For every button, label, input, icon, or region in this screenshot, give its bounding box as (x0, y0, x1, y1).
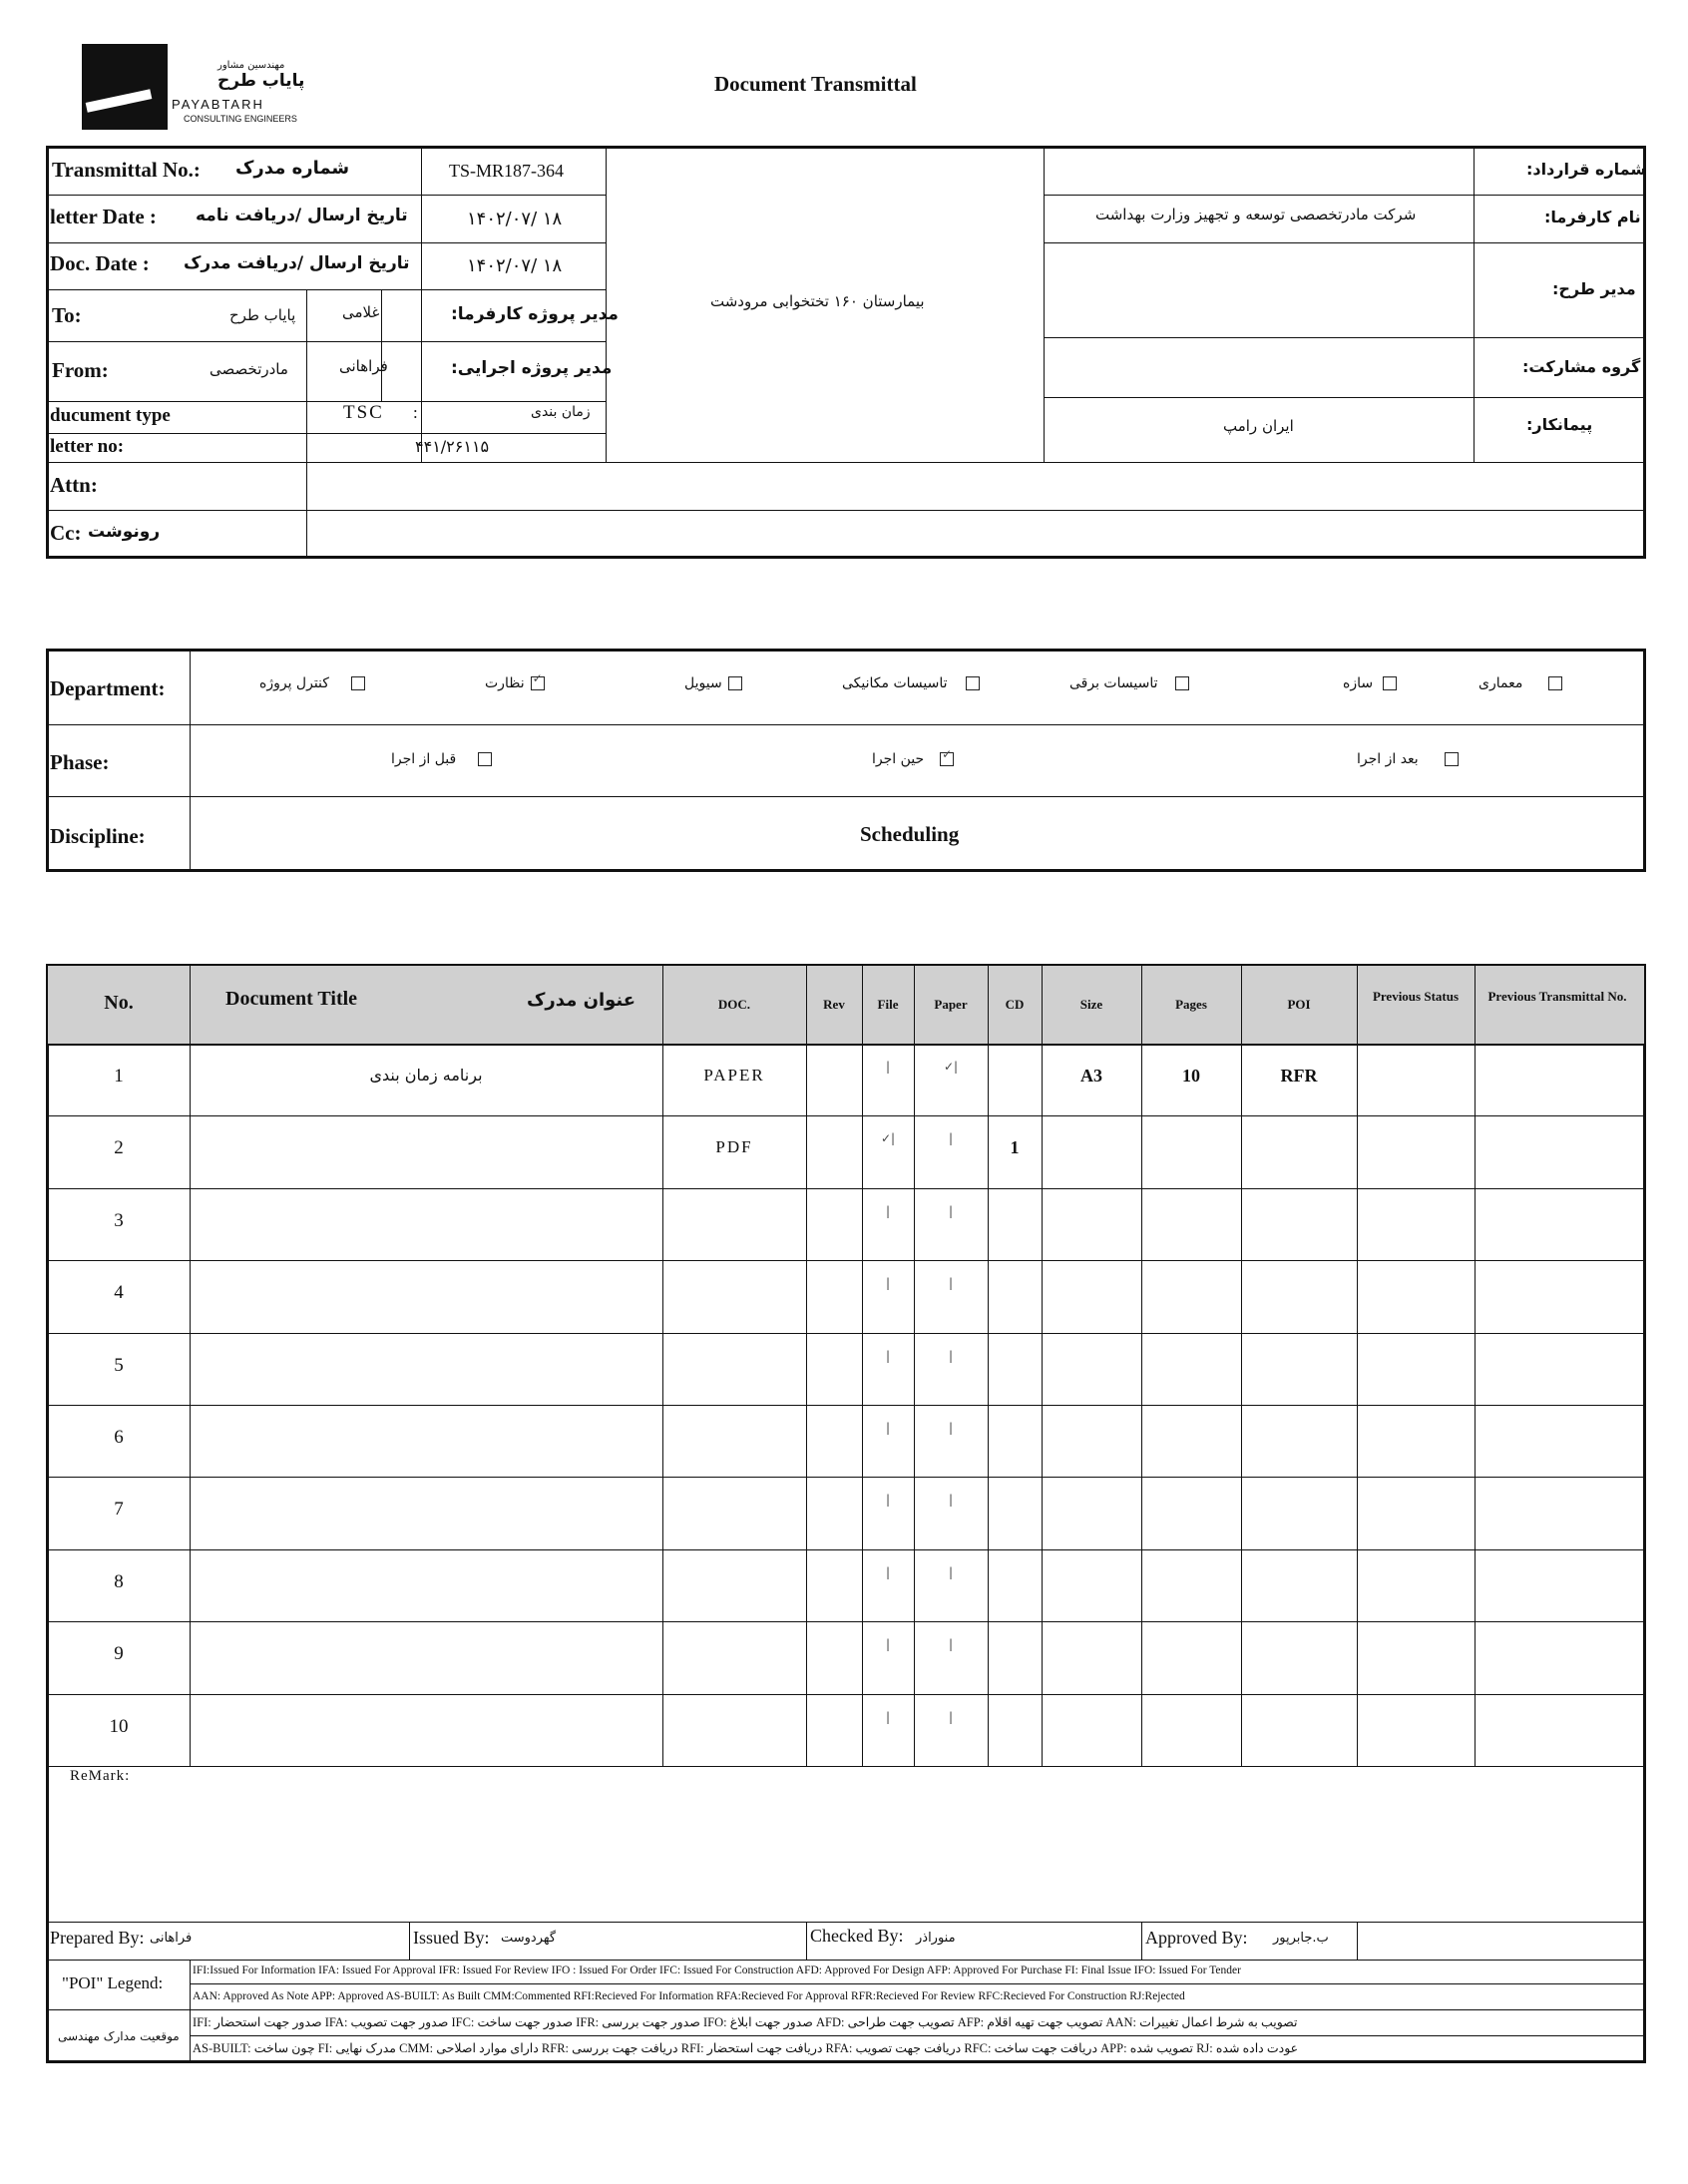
th-rev: Rev (823, 997, 845, 1012)
cell-paper: | (948, 1709, 954, 1724)
cc-fa: رونوشت (88, 522, 161, 542)
poi-legend-line1: IFI:Issued For Information IFA: Issued For Approval IFR: Issued For Review IFO : Issued For Order IFC: Issued For Construction AFD: Approved For Design AFP: Approved For Purchase FI: Final Issue IFO: Issued For Tender (193, 1965, 1241, 1976)
cell-no: 9 (114, 1643, 124, 1665)
cell-doc: PDF (715, 1137, 753, 1157)
th-cd: CD (1005, 997, 1025, 1012)
from-value: مادرتخصصی (210, 360, 288, 378)
attn-label: Attn: (50, 473, 98, 497)
cell-no: 2 (114, 1137, 124, 1159)
logo-mark (82, 44, 168, 130)
from-role: مدیر پروژه اجرایی: (451, 358, 613, 378)
dept-option-project-control[interactable]: کنترل پروژه (259, 674, 365, 692)
cell-paper: | (948, 1421, 954, 1435)
cell-paper: | (948, 1493, 954, 1508)
cell-no: 7 (114, 1499, 124, 1521)
letter-date-fa: تاریخ ارسال /دریافت نامه (196, 206, 408, 225)
cell-file: | (885, 1493, 891, 1508)
checkbox-icon[interactable] (1445, 752, 1459, 766)
th-paper: Paper (934, 997, 968, 1012)
cell-paper: | (948, 1131, 954, 1146)
letter-no-value: ۴۴۱/۲۶۱۱۵ (415, 437, 490, 456)
logo-en: PAYABTARH (172, 97, 264, 112)
th-prev-status: Previous Status (1372, 989, 1460, 1004)
phase-option-before[interactable]: قبل از اجرا (391, 750, 492, 768)
dept-option-structure[interactable]: سازه (1343, 674, 1397, 692)
checkbox-icon[interactable] (1548, 676, 1562, 690)
cell-file: | (885, 1564, 891, 1579)
dept-option-mechanical[interactable]: تاسیسات مکانیکی (842, 674, 980, 692)
approved-by-label: Approved By: (1145, 1928, 1248, 1948)
cell-no: 3 (114, 1209, 124, 1231)
page-title: Document Transmittal (714, 72, 917, 96)
cell-no: 8 (114, 1570, 124, 1592)
status-legend-label: موقعیت مدارک مهندسی (58, 2029, 180, 2043)
doc-date-label: Doc. Date : (50, 251, 150, 275)
cell-doc: PAPER (703, 1066, 765, 1085)
th-size: Size (1079, 997, 1103, 1012)
transmittal-no-label: Transmittal No.: (52, 158, 201, 182)
cc-label: Cc: (50, 521, 82, 545)
approved-by-value: ب.جابرپور (1273, 1931, 1329, 1946)
checkbox-icon[interactable] (1175, 676, 1189, 690)
checkbox-icon[interactable] (351, 676, 365, 690)
dept-option-architecture[interactable]: معماری (1478, 674, 1562, 692)
contract-no-label: شماره قرارداد: (1526, 160, 1647, 179)
to-role: مدیر پروژه کارفرما: (451, 304, 619, 324)
status-legend-line2: AS-BUILT: چون ساخت FI: مدرک نهایی CMM: دارای موارد اصلاحی RFR: دریافت جهت بررسی RFI: دریافت جهت استحضار RFA: دریافت جهت تصویب RFC: دریافت جهت ساخت APP: تصویب شده RJ: عودت داده شده (193, 2041, 1299, 2055)
transmittal-no-value: TS-MR187-364 (449, 161, 565, 181)
th-file: File (877, 997, 899, 1012)
to-label: To: (52, 303, 82, 327)
th-prev-trans: Previous Transmittal No. (1487, 989, 1627, 1004)
cell-poi: RFR (1280, 1066, 1318, 1086)
cell-no: 10 (109, 1715, 129, 1737)
pm-label: مدیر طرح: (1552, 279, 1636, 298)
transmittal-no-fa: شماره مدرک (235, 158, 350, 179)
cell-no: 1 (114, 1066, 124, 1087)
cell-size: A3 (1080, 1066, 1102, 1086)
to-value: پایاب طرح (229, 306, 296, 324)
doc-date-fa: تاریخ ارسال /دریافت مدرک (184, 253, 410, 273)
doc-date-value: ۱۴۰۲/۰۷/ ۱۸ (467, 255, 563, 276)
cell-no: 5 (114, 1354, 124, 1376)
phase-option-during[interactable]: حین اجرا ✓ (872, 750, 954, 768)
contractor-value: ایران رامپ (1223, 417, 1294, 435)
client-label: نام کارفرما: (1544, 208, 1641, 226)
checked-by-value: منوراذر (916, 1931, 956, 1946)
cell-title: برنامه زمان بندی (369, 1066, 483, 1085)
cell-file: | (885, 1276, 891, 1291)
cell-paper: | (948, 1276, 954, 1291)
department-label: Department: (50, 676, 166, 700)
to-person: غلامی (342, 303, 380, 321)
cell-paper: | (948, 1348, 954, 1363)
status-legend-line1: IFI: صدور جهت استحضار IFA: صدور جهت تصویب IFC: صدور جهت ساخت IFR: صدور جهت بررسی IFO: صدور جهت ابلاغ AFD: تصویب جهت طراحی AFP: تصویب جهت تهیه اقلام AAN: تصویب به شرط اعمال تغییرات (193, 2015, 1298, 2029)
cell-paper: ✓| (943, 1060, 959, 1074)
cell-file: ✓| (880, 1131, 896, 1146)
checkbox-icon[interactable] (728, 676, 742, 690)
from-label: From: (52, 358, 109, 382)
logo-fa-top: مهندسین مشاور (217, 60, 285, 71)
cell-file: | (885, 1709, 891, 1724)
discipline-label: Discipline: (50, 824, 146, 848)
poi-legend-line2: AAN: Approved As Note APP: Approved AS-BUILT: As Built CMM:Commented RFI:Recieved For Information RFA:Recieved For Approval RFR:Recieved For Review RFC:Recieved For Construction RJ:Rejected (193, 1990, 1185, 2002)
cell-file: | (885, 1348, 891, 1363)
letter-date-label: letter Date : (50, 205, 157, 228)
cell-no: 6 (114, 1427, 124, 1448)
logo-fa: پایاب طرح (217, 71, 305, 91)
cell-file: | (885, 1421, 891, 1435)
phase-option-after[interactable]: بعد از اجرا (1357, 750, 1459, 768)
doc-type-colon: : (413, 403, 418, 422)
poi-legend-label: "POI" Legend: (62, 1973, 164, 1992)
prepared-by-value: فراهانی (150, 1931, 193, 1946)
th-doc: DOC. (717, 997, 751, 1012)
doc-type-label: ducument type (50, 405, 171, 426)
cell-file: | (885, 1060, 891, 1074)
logo-sub: CONSULTING ENGINEERS (184, 114, 297, 124)
checked-by-label: Checked By: (810, 1926, 904, 1946)
cell-cd: 1 (1010, 1137, 1020, 1158)
doc-type-fa: زمان بندی (531, 404, 591, 420)
th-no: No. (104, 992, 134, 1014)
cell-paper: | (948, 1203, 954, 1218)
contractor-label: پیمانکار: (1526, 415, 1593, 434)
cell-paper: | (948, 1564, 954, 1579)
client-value: شرکت مادرتخصصی توسعه و تجهیز وزارت بهداشت (1095, 206, 1417, 223)
dept-option-civil[interactable]: سیویل (684, 674, 742, 692)
documents-table (46, 964, 1646, 2063)
cell-file: | (885, 1203, 891, 1218)
phase-label: Phase: (50, 750, 110, 774)
cell-paper: | (948, 1637, 954, 1652)
from-person: فراهانی (339, 357, 388, 375)
checkbox-icon[interactable] (1383, 676, 1397, 690)
dept-option-supervision[interactable]: نظارت ✓ (485, 674, 545, 692)
th-title-fa: عنوان مدرک (527, 990, 636, 1011)
doc-type-value: TSC (343, 402, 384, 423)
checkbox-icon[interactable] (966, 676, 980, 690)
th-pages: Pages (1175, 997, 1207, 1012)
cell-pages: 10 (1182, 1066, 1200, 1086)
issued-by-value: گهردوست (501, 1931, 557, 1946)
issued-by-label: Issued By: (413, 1928, 490, 1948)
checkbox-checked-icon[interactable] (531, 676, 545, 690)
dept-option-electrical[interactable]: تاسیسات برقی (1069, 674, 1189, 692)
prepared-by-label: Prepared By: (50, 1928, 145, 1948)
cell-no: 4 (114, 1282, 124, 1304)
th-title-en: Document Title (225, 988, 358, 1010)
remark-label: ReMark: (70, 1768, 131, 1784)
letter-date-value: ۱۴۰۲/۰۷/ ۱۸ (467, 209, 563, 229)
cell-file: | (885, 1637, 891, 1652)
discipline-value: Scheduling (860, 822, 960, 846)
th-poi: POI (1287, 997, 1311, 1012)
project-name: بیمارستان ۱۶۰ تختخوابی مرودشت (710, 292, 925, 310)
checkbox-checked-icon[interactable] (940, 752, 954, 766)
checkbox-icon[interactable] (478, 752, 492, 766)
partner-label: گروه مشارکت: (1522, 357, 1641, 376)
letter-no-label: letter no: (50, 436, 125, 457)
